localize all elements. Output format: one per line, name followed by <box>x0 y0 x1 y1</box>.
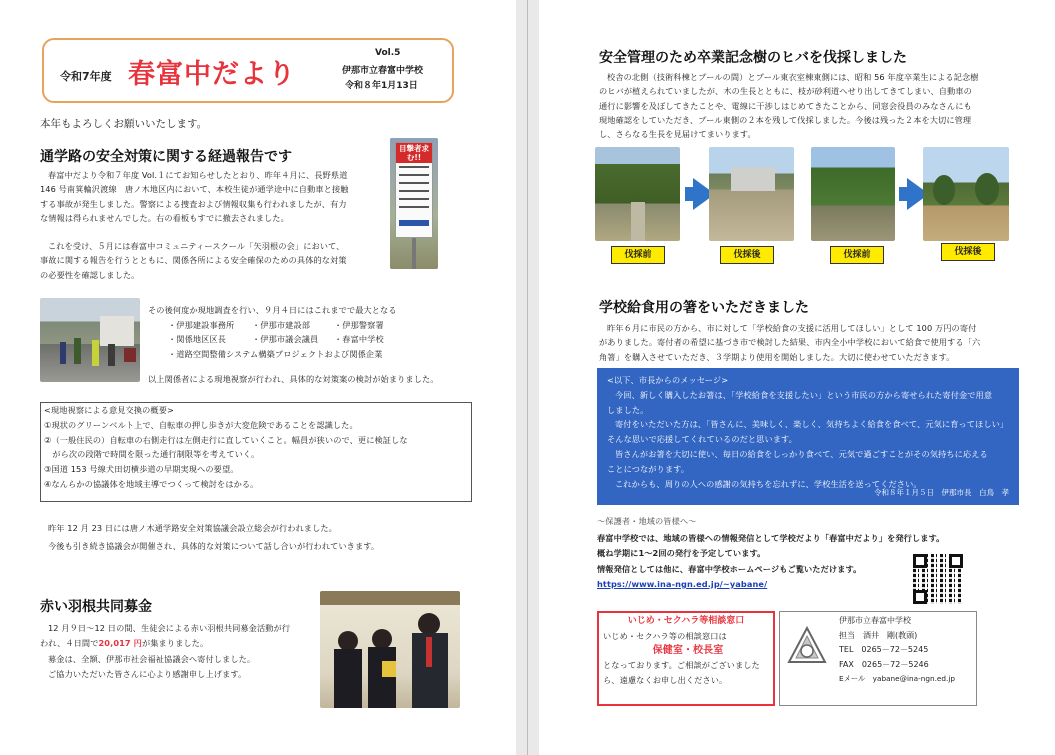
opinion-item: がら次の段階で時間を限った通行制限等を考えていく。 <box>44 449 260 460</box>
masthead-title: 春富中だより <box>128 59 296 90</box>
homepage-link[interactable]: https://www.ina-ngn.ed.jp/~yabane/ <box>597 578 768 589</box>
site-visit-photo <box>40 298 140 382</box>
after-label: 伐採後 <box>941 243 995 261</box>
article2-body: 12 月９日～12 日の間、生徒会による赤い羽根共同募金活動が行 われ、４日間で20,017 円が集まりました。 募金は、全額、伊那市社会福祉協議会へ寄付しました。 ご協力いただいた皆さんに心より感謝申し上げます。 <box>40 623 291 680</box>
before-label: 伐採前 <box>611 246 665 264</box>
article3-body: 校舎の北側（技術科棟とプールの間）とプール東衣室棟東側には、昭和 56 年度卒業生による記念樹 のヒバが植えられていましたが、木の生長とともに、枝が砂利道へせり出してきてしまい、自動車の 通行に影響を及ぼしてきたことや、電線に干渉しはじめてきたことから、同窓会役員のみなさんにも 現地確認をしていただき、プール東側の２本を残して伐採しました。今後は残った２本を大切に管理 し、さらなる生長を見届けてまいります。 <box>599 72 979 140</box>
qr-code-icon[interactable] <box>913 554 963 604</box>
article2-heading: 赤い羽根共同募金 <box>40 599 152 615</box>
org-item: ・春富中学校 <box>334 334 384 345</box>
school-emblem-icon <box>785 624 829 668</box>
opinion-box-title: <現地視察による意見交換の概要> <box>44 405 174 415</box>
tree-before-photo-1 <box>595 147 680 241</box>
tree-after-photo-2 <box>923 147 1009 241</box>
article1-p4: 以上関係者による現地視察が行われ、具体的な対策案の検討が始まりました。 <box>148 374 439 384</box>
org-item: ・道路空間整備システム構築プロジェクトおよび関係企業 <box>168 348 383 359</box>
notice-title: ～保護者・地域の皆様へ～ <box>597 516 697 526</box>
contact-details <box>839 614 979 687</box>
org-item: ・関係地区区長 <box>168 334 227 345</box>
org-item: ・伊那警察署 <box>334 320 384 330</box>
red-feather-photo <box>320 591 460 708</box>
org-list <box>168 318 488 361</box>
opinion-item: ③国道 153 号線犬田切横歩道の早期実現への要望。 <box>44 464 239 475</box>
contact-school: 伊那市立春富中学校 <box>839 616 911 625</box>
message-title: <以下、市長からのメッセージ> <box>607 375 729 385</box>
notice-body: 春富中学校では、地域の皆様への情報発信として学校だより「春富中だより」を発行します。 概ね学期に1～2回の発行を予定しています。 情報発信としては他に、春富中学校ホームページもご覧いただけます。 https://www.ina-ngn.ed.jp/~yabane/ <box>597 533 945 589</box>
consult-title: いじめ・セクハラ等相談窓口 <box>627 616 745 626</box>
page-right <box>539 0 1055 755</box>
article1-p5: 昨年 12 月 23 日には唐ノ木通学路安全対策協議会設立総会が行われました。 今後も引き続き協議会が開催され、具体的な対策について話し合いが行われていきます。 <box>48 523 380 551</box>
gutter-divider <box>527 0 528 755</box>
article4-heading: 学校給食用の箸をいただきました <box>599 300 809 316</box>
tree-before-photo-2 <box>811 147 895 241</box>
opinion-box-content <box>44 403 470 492</box>
contact-email[interactable]: Eメール yabane@ina-ngn.ed.jp <box>839 674 956 683</box>
article1-p2: これを受け、５月には春富中コミュニティースクール「矢羽根の会」において、 事故に関する報告を行うとともに、関係各所による安全確保のための具体的な対策 の必要性を確認しました。 <box>40 241 347 280</box>
consult-highlight: 保健室・校長室 <box>652 644 724 656</box>
org-item: ・伊那市建設部 <box>252 320 311 330</box>
after-label: 伐採後 <box>720 246 774 264</box>
article1-p1: 春富中だより令和７年度 Vol.１にてお知らせしたとおり、昨年４月に、長野県道 146 号南箕輪沢渡線 唐ノ木地区内において、本校生徒が通学途中に自動車と接触 する事故が発生しました。警察による捜査および情報収集も行われましたが、有力 な情報は得られませんでした。右の看板もすでに撤去されました。 <box>40 170 349 223</box>
before-label: 伐採前 <box>830 246 884 264</box>
opinion-item: ②（一般住民の）自転車の右側走行は左側走行に直していくこと。幅員が狭いので、更に検証しな <box>44 434 408 445</box>
sign-title: 目撃者求む!! <box>396 143 432 163</box>
article4-body: 昨年６月に市民の方から、市に対して「学校給食の支援に活用してほしい」として 100 万円の寄付 がありました。寄付者の希望に基づき市で検討した結果、市内全小中学校において給食で使用する「六 角箸」を購入させていただき、３学期より使用を開始しました。大切に使わせていただきます。 <box>599 323 981 362</box>
witness-sign-photo <box>390 138 438 269</box>
contact-person: 担当 酒井 剛(教頭) <box>839 630 918 640</box>
donation-amount: 20,017 円 <box>98 638 142 649</box>
contact-tel: TEL 0265－72－5245 <box>839 645 929 654</box>
message-signature: 令和８年１月５日 伊那市長 白鳥 孝 <box>874 488 1009 497</box>
contact-fax: FAX 0265－72－5246 <box>839 659 929 669</box>
article1-p3: その後何度か現地調査を行い、９月４日にはこれまでで最大となる <box>148 305 397 315</box>
org-item: ・伊那市議会議員 <box>252 334 319 345</box>
greeting: 本年もよろしくお願いいたします。 <box>40 118 208 130</box>
opinion-item: ④なんらかの協議体を地域主導でつくって検討をはかる。 <box>44 478 259 489</box>
org-item: ・伊那建設事務所 <box>168 320 235 330</box>
page-left <box>0 0 516 755</box>
mayor-message-content: <以下、市長からのメッセージ> 今回、新しく購入したお箸は、「学校給食を支援したい」という市民の方から寄せられた寄付金で用意 しました。 寄付をいただいた方は、「皆さんに、美味しく、楽しく、気持ちよく給食を食べて、元気に育ってほしい」 そんな思いで応援してくれているのだと思います。 皆さんがお箸を大切に使い、毎日の給食をしっかり食べて、元気で過ごすことがその気持ちに応える ことにつながります。 これからも、周りの人への感謝の気持ちを忘れずに、学校生活を送ってください。 <box>607 373 1011 491</box>
article1-heading: 通学路の安全対策に関する経過報告です <box>40 149 292 165</box>
masthead-date: 令和８年1月13日 <box>345 81 418 91</box>
tree-after-photo-1 <box>709 147 794 241</box>
opinion-item: ①現状のグリーンベルト上で、自転車の押し歩きが大変危険であることを認識した。 <box>44 419 358 430</box>
consult-body: いじめ・セクハラ等の相談窓口は 保健室・校長室 となっております。ご相談がございました ら、遠慮なくお申し出ください。 <box>603 629 773 687</box>
masthead-vol: Vol.5 <box>375 48 401 58</box>
masthead-era: 令和7年度 <box>60 70 112 83</box>
masthead-school: 伊那市立春富中学校 <box>342 66 424 76</box>
article3-heading: 安全管理のため卒業記念樹のヒバを伐採しました <box>599 50 907 66</box>
